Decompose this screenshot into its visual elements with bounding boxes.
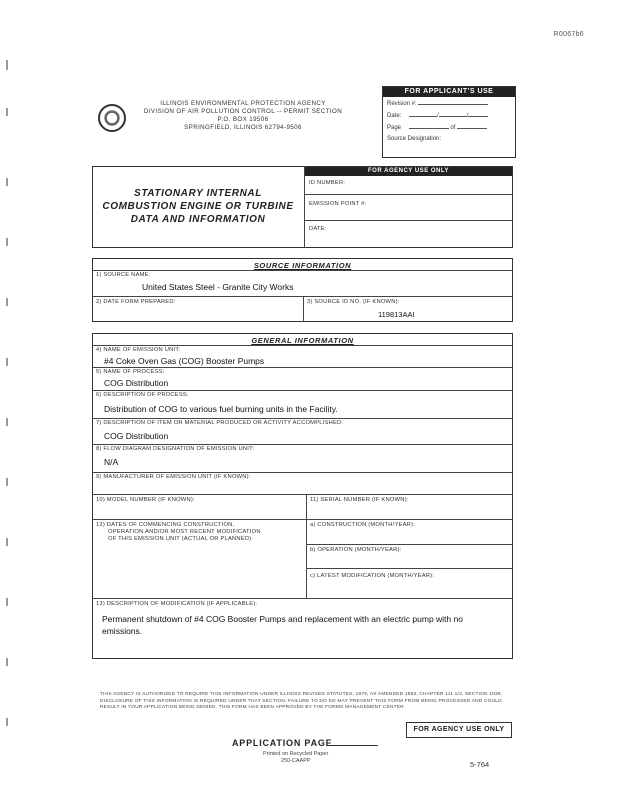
margin-mark — [6, 598, 8, 606]
agency-line: DIVISION OF AIR POLLUTION CONTROL -- PERMIT SECTION — [143, 108, 343, 115]
margin-mark — [6, 358, 8, 366]
margin-mark — [6, 60, 8, 70]
agency-date-label: DATE: — [309, 226, 327, 232]
divider — [306, 568, 513, 569]
form-title-line: DATA AND INFORMATION — [130, 214, 266, 225]
source-designation-label: Source Designation: — [387, 136, 442, 142]
divider — [306, 544, 513, 545]
operation-date-label: b) OPERATION (MONTH/YEAR): — [310, 547, 402, 553]
process-description-value[interactable]: Distribution of COG to various fuel burning units in the Facility. — [104, 404, 338, 414]
model-number-label: 10) MODEL NUMBER (IF KNOWN): — [96, 497, 195, 503]
page-total-field[interactable] — [457, 121, 487, 129]
dates-label-line: OF THIS EMISSION UNIT (ACTUAL OR PLANNED) — [108, 536, 252, 542]
form-number: 5-764 — [470, 760, 490, 769]
serial-number-label: 11) SERIAL NUMBER (IF KNOWN): — [310, 497, 409, 503]
page-label: Page — [387, 125, 402, 131]
document-id: R0067b6 — [553, 31, 584, 38]
date-month-field[interactable] — [409, 109, 437, 117]
date-day-field[interactable] — [439, 109, 467, 117]
form-title — [96, 187, 300, 226]
agency-address — [128, 100, 358, 132]
emission-unit-name-label: 4) NAME OF EMISSION UNIT: — [96, 347, 181, 353]
applicant-use-box — [382, 86, 516, 158]
margin-mark — [6, 178, 8, 186]
form-title-line: STATIONARY INTERNAL — [134, 188, 262, 199]
source-name-value[interactable]: United States Steel - Granite City Works — [142, 282, 294, 292]
source-id-label: 3) SOURCE ID NO. (IF KNOWN): — [307, 299, 400, 305]
state-seal-icon — [98, 104, 126, 132]
divider — [92, 418, 513, 419]
revision-label: Revision #: — [387, 101, 417, 107]
margin-mark — [6, 658, 8, 666]
margin-mark — [6, 238, 8, 246]
divider — [304, 166, 305, 248]
date-form-prepared-label: 2) DATE FORM PREPARED: — [96, 299, 176, 305]
flow-diagram-value[interactable]: N/A — [104, 457, 119, 467]
revision-field[interactable] — [418, 97, 488, 105]
page-of-label: of — [450, 125, 456, 131]
page-row[interactable] — [383, 121, 515, 133]
application-page-field[interactable] — [330, 745, 378, 746]
divider — [304, 220, 513, 221]
emission-point-label: EMISSION POINT #: — [309, 201, 367, 207]
source-designation-row[interactable] — [383, 133, 515, 145]
item-produced-value[interactable]: COG Distribution — [104, 431, 169, 441]
manufacturer-label: 9) MANUFACTURER OF EMISSION UNIT (IF KNOWN): — [96, 474, 251, 480]
source-information-title: SOURCE INFORMATION — [253, 261, 352, 270]
source-id-value[interactable]: 119813AAI — [378, 310, 415, 319]
process-description-label: 6) DESCRIPTION OF PROCESS: — [96, 392, 189, 398]
divider — [92, 519, 513, 520]
revision-row[interactable] — [383, 97, 515, 109]
modification-description-value[interactable]: Permanent shutdown of #4 COG Booster Pumps and replacement with an electric pump with no emissions. — [102, 614, 463, 636]
divider — [92, 598, 513, 599]
margin-mark — [6, 538, 8, 546]
divider — [92, 494, 513, 495]
agency-line: P.O. BOX 19506 — [217, 116, 269, 123]
modification-date-label: c) LATEST MODIFICATION (MONTH/YEAR): — [310, 573, 435, 579]
agency-line: ILLINOIS ENVIRONMENTAL PROTECTION AGENCY — [160, 100, 326, 107]
process-name-label: 5) NAME OF PROCESS: — [96, 369, 165, 375]
printed-note-line: 250-CAAPP — [280, 758, 311, 764]
application-page-label: APPLICATION PAGE — [232, 738, 333, 748]
item-produced-label: 7) DESCRIPTION OF ITEM OR MATERIAL PRODUCED OR ACTIVITY ACCOMPLISHED: — [96, 420, 344, 426]
printed-note — [263, 751, 328, 765]
margin-mark — [6, 478, 8, 486]
divider — [303, 296, 304, 322]
divider — [92, 345, 513, 346]
date-year-field[interactable] — [468, 109, 488, 117]
printed-note-line: Printed on Recycled Paper — [263, 751, 329, 757]
divider — [92, 444, 513, 445]
process-name-value[interactable]: COG Distribution — [104, 378, 169, 388]
agency-line: SPRINGFIELD, ILLINOIS 62794-9506 — [184, 124, 302, 131]
page-field[interactable] — [409, 121, 449, 129]
modification-description-label: 13) DESCRIPTION OF MODIFICATION (IF APPLICABLE): — [96, 601, 258, 607]
date-label: Date: — [387, 113, 402, 119]
divider — [92, 367, 513, 368]
emission-unit-name-value[interactable]: #4 Coke Oven Gas (COG) Booster Pumps — [104, 356, 265, 366]
source-name-label: 1) SOURCE NAME: — [96, 272, 151, 278]
divider — [92, 270, 513, 271]
id-number-label: ID NUMBER: — [309, 180, 346, 186]
agency-use-bottom-box: FOR AGENCY USE ONLY — [406, 722, 512, 738]
margin-mark — [6, 298, 8, 306]
divider — [92, 390, 513, 391]
margin-mark — [6, 718, 8, 726]
margin-mark — [6, 108, 8, 116]
dates-label — [96, 522, 261, 543]
divider — [304, 194, 513, 195]
form-title-line: COMBUSTION ENGINE OR TURBINE — [102, 201, 294, 212]
construction-date-label: a) CONSTRUCTION (MONTH/YEAR): — [310, 522, 415, 528]
general-information-title: GENERAL INFORMATION — [251, 336, 354, 345]
flow-diagram-label: 8) FLOW DIAGRAM DESIGNATION OF EMISSION UNIT: — [96, 446, 255, 452]
divider — [92, 472, 513, 473]
dates-label-line: OPERATION AND/OR MOST RECENT MODIFICATION — [108, 529, 261, 535]
applicant-use-title: FOR APPLICANT'S USE — [383, 87, 515, 97]
margin-mark — [6, 418, 8, 426]
agency-use-only-title: FOR AGENCY USE ONLY — [305, 167, 512, 176]
divider — [306, 494, 307, 598]
date-row[interactable]: Date: / / — [383, 109, 515, 121]
legal-footnote: THIS AGENCY IS AUTHORIZED TO REQUIRE THIS INFORMATION UNDER ILLINOIS REVISED STATUTES, 1979, AS AMENDED 1983, CHAPTER 111 1/2, SECTION 1039. DISCLOSURE OF THIS INFORMATION IS REQUIRED UNDER THAT SECTION. FAILURE TO DO SO MAY PREVENT THIS FORM FROM BEING PROCESSED AND COULD RESULT IN YOUR APPLICATION BEING DENIED. THIS FORM HAS BEEN APPROVED BY THE FORMS MANAGEMENT CENTER. — [100, 692, 503, 711]
dates-label-line: 12) DATES OF COMMENCING CONSTRUCTION, — [96, 522, 235, 528]
